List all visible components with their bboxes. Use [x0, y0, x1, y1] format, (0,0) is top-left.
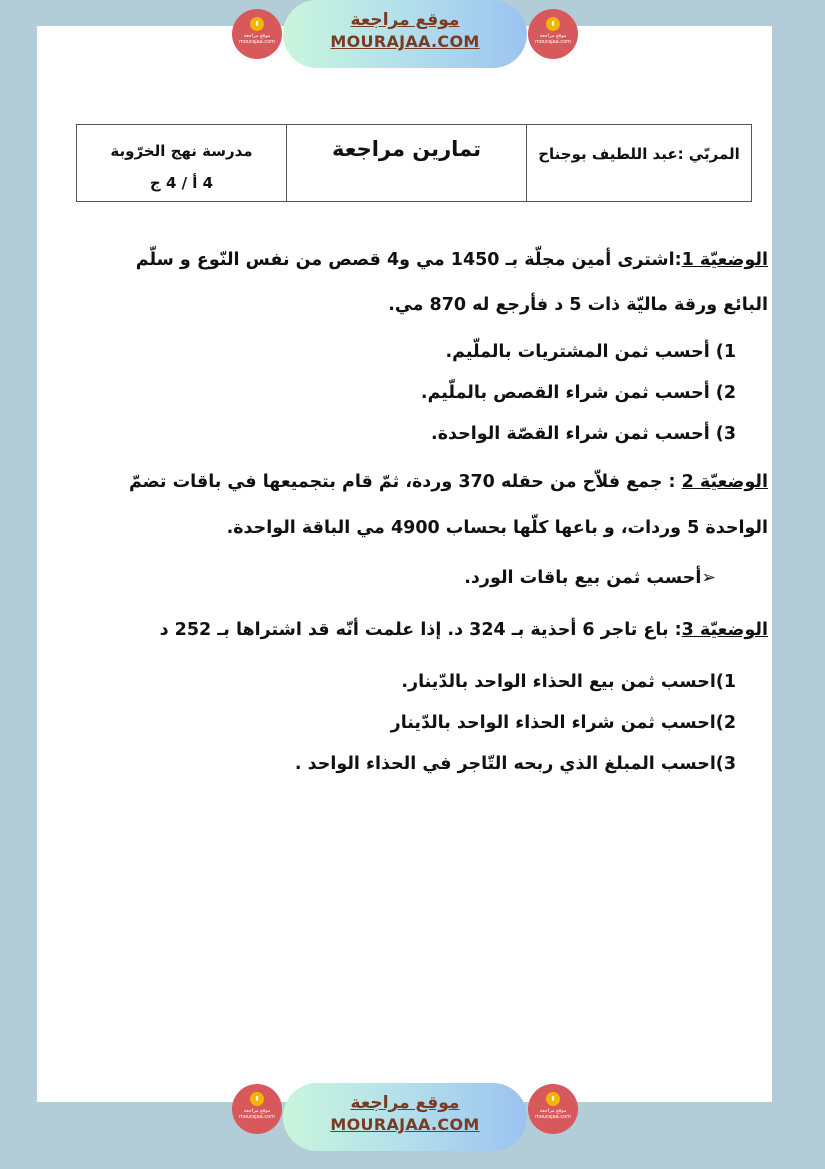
situation-1-question-1: 1) أحسب ثمن المشتريات بالملّيم.	[445, 342, 736, 362]
situation-2-text-1: : جمع فلاّح من حقله 370 وردة، ثمّ قام بتجميعها في باقات تضمّ	[128, 472, 682, 492]
school-name: مدرسة نهج الخرّوبة	[110, 142, 253, 160]
site-name-arabic: موقع مراجعة	[350, 1093, 460, 1113]
situation-3-question-2: 2)احسب ثمن شراء الحذاء الواحد بالدّينار	[390, 713, 736, 733]
badge-text-ar: موقع مراجعة	[243, 33, 271, 39]
situation-2-question	[464, 568, 716, 588]
site-link-pill[interactable]	[283, 1083, 527, 1151]
situation-1-line-1	[136, 250, 768, 270]
site-logo-badge-left[interactable]	[232, 9, 282, 59]
book-icon: ▮	[250, 17, 264, 31]
arrow-bullet-icon: ➢	[701, 568, 716, 588]
book-icon: ▮	[546, 17, 560, 31]
site-name-arabic: موقع مراجعة	[350, 10, 460, 30]
situation-1-question-3: 3) أحسب ثمن شراء القصّة الواحدة.	[431, 424, 736, 444]
badge-text-en: mourajaa.com	[238, 39, 275, 45]
situation-2-question-text: أحسب ثمن بيع باقات الورد.	[464, 568, 702, 588]
situation-3-question-3: 3)احسب المبلغ الذي ربحه التّاجر في الحذاء الواحد .	[294, 754, 736, 774]
situation-2-line-2: الواحدة 5 وردات، و باعها كلّها بحساب 4900 مي الباقة الواحدة.	[226, 518, 768, 538]
watermark-banner-top	[0, 0, 825, 80]
badge-text-en: mourajaa.com	[534, 39, 571, 45]
site-logo-badge-right[interactable]	[528, 1084, 578, 1134]
situation-3-line-1	[160, 620, 768, 640]
badge-text-en: mourajaa.com	[534, 1114, 571, 1120]
situation-1-text-1: :اشترى أمين مجلّة بـ 1450 مي و4 قصص من نفس النّوع و سلّم	[135, 250, 682, 270]
book-icon: ▮	[546, 1092, 560, 1106]
teacher-name: المربّي :عبد اللطيف بوجناح	[526, 125, 751, 201]
situation-1-label: الوضعيّة 1	[681, 250, 768, 270]
book-icon: ▮	[250, 1092, 264, 1106]
situation-3-text-1: : باع تاجر 6 أحذية بـ 324 د. إذا علمت أنّه قد اشتراها بـ 252 د	[159, 620, 682, 640]
header-table	[76, 124, 752, 202]
school-info	[77, 125, 286, 201]
situation-2-label: الوضعيّة 2	[681, 472, 768, 492]
situation-2-line-1	[129, 472, 768, 492]
site-name-latin: MOURAJAA.COM	[330, 32, 480, 51]
site-name-latin: MOURAJAA.COM	[330, 1115, 480, 1134]
badge-text-ar: موقع مراجعة	[539, 33, 567, 39]
situation-3-label: الوضعيّة 3	[681, 620, 768, 640]
situation-1-question-2: 2) أحسب ثمن شراء القصص بالملّيم.	[420, 383, 736, 403]
situation-1-line-2: البائع ورقة ماليّة ذات 5 د فأرجع له 870 مي.	[388, 295, 768, 315]
badge-text-ar: موقع مراجعة	[243, 1108, 271, 1114]
class-level: 4 أ / 4 ج	[149, 174, 214, 192]
badge-text-ar: موقع مراجعة	[539, 1108, 567, 1114]
site-logo-badge-left[interactable]	[232, 1084, 282, 1134]
badge-text-en: mourajaa.com	[238, 1114, 275, 1120]
document-title: تمارين مراجعة	[286, 125, 526, 201]
site-logo-badge-right[interactable]	[528, 9, 578, 59]
situation-3-question-1: 1)احسب ثمن بيع الحذاء الواحد بالدّينار.	[401, 672, 736, 692]
site-link-pill[interactable]	[283, 0, 527, 68]
watermark-banner-bottom	[0, 1080, 825, 1160]
